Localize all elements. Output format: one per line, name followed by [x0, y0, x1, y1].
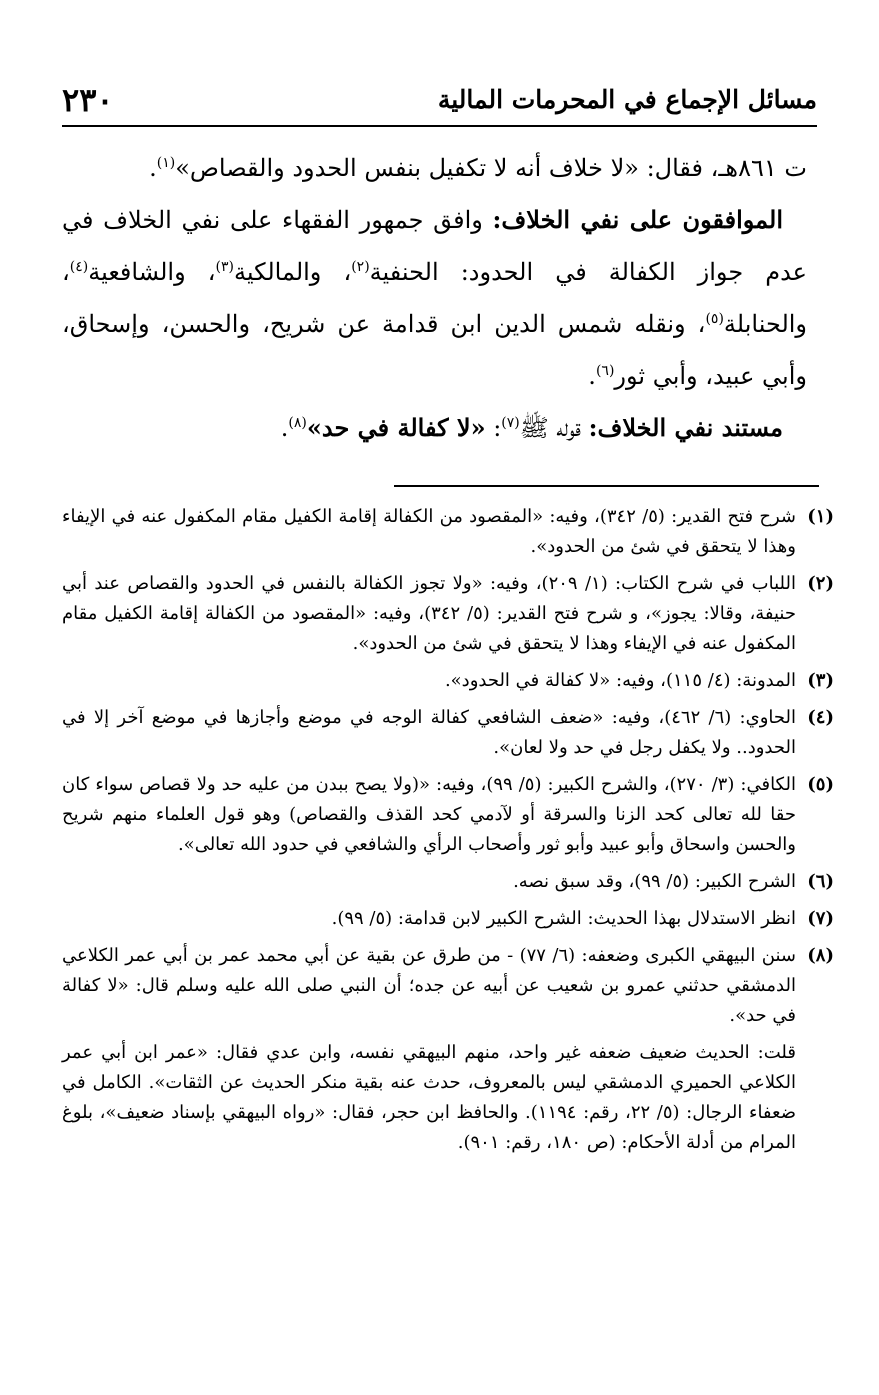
footnote-number: (٦) [807, 871, 834, 892]
footnote-number: (٤) [807, 707, 834, 728]
header-divider [62, 125, 817, 127]
basis-text-1: قوله ﷺ [519, 414, 589, 442]
footnote-ref-6[interactable]: (٦) [595, 363, 615, 379]
agreement-text-3: ، والشافعية [88, 258, 216, 286]
footnote-text: المدونة: (٤/ ١١٥)، وفيه: «لا كفالة في الحدود». [444, 670, 796, 691]
footnote-item [62, 666, 834, 696]
footnote-text: اللباب في شرح الكتاب: (١/ ٢٠٩)، وفيه: «ولا تجوز الكفالة بالنفس في الحدود والقصاص عند أبي حنيفة، وقالا: يجوز»، و شرح فتح القدير: (٥/ ٣٤٢)، وفيه: «المقصود من الكفالة إقامة الكفيل مقام المكفول عنه في الإيفاء وهذا لا يتحقق في شئ من الحدود». [62, 573, 796, 654]
footnote-text: انظر الاستدلال بهذا الحديث: الشرح الكبير لابن قدامة: (٥/ ٩٩). [331, 908, 796, 929]
footnote-number: (٣) [807, 670, 834, 691]
agreement-text-2: ، والمالكية [233, 258, 352, 286]
page-header [62, 80, 817, 120]
footnote-text: شرح فتح القدير: (٥/ ٣٤٢)، وفيه: «المقصود من الكفالة إقامة الكفيل مقام المكفول عنه في الإيفاء وهذا لا يتحقق في شئ من الحدود». [62, 506, 796, 557]
basis-paragraph [62, 402, 807, 454]
footnote-text: الحاوي: (٦/ ٤٦٢)، وفيه: «ضعف الشافعي كفالة الوجه في موضع وأجازها في موضع آخر إلا في الحدود.. ولا يكفل رجل في حد ولا لعان». [62, 707, 796, 758]
basis-text-3: . [280, 414, 289, 442]
page-number: ٢٣٠ [62, 81, 114, 119]
footnote-item [62, 502, 834, 562]
footnote-number: (٨) [807, 945, 834, 966]
agreement-paragraph [62, 194, 807, 402]
main-paragraph-1 [62, 142, 807, 194]
footnote-item [62, 569, 834, 659]
footnote-item [62, 904, 834, 934]
footnote-ref-3[interactable]: (٣) [215, 259, 234, 275]
running-title: مسائل الإجماع في المحرمات المالية [437, 85, 817, 114]
footnote-number: (٢) [807, 573, 834, 594]
footnote-text: سنن البيهقي الكبرى وضعفه: (٦/ ٧٧) - من طرق عن بقية عن أبي محمد عمر بن أبي عمر الكلاعي الدمشقي حدثني عمرو بن شعيب عن أبيه عن جده؛ أن النبي صلى الله عليه وسلم قال: «لا كفالة في حد». [62, 945, 796, 1026]
agreement-text-4: ، والحنابلة [62, 258, 808, 338]
hadith-quote: «لا كفالة في حد» [306, 413, 486, 442]
footnote-text: الشرح الكبير: (٥/ ٩٩)، وقد سبق نصه. [513, 871, 796, 892]
footnote-divider [394, 485, 819, 487]
footnote-number: (٥) [807, 774, 834, 795]
main-line-1-text: ت ٨٦١هـ، فقال: «لا خلاف أنه لا تكفيل بنفس الحدود والقصاص» [175, 154, 807, 182]
agreement-heading: الموافقون على نفي الخلاف: [492, 205, 783, 234]
basis-text-2: : [485, 414, 502, 442]
footnotes-section [62, 502, 834, 1158]
footnote-ref-2[interactable]: (٢) [351, 259, 370, 275]
agreement-text-6: . [588, 362, 596, 390]
main-text [62, 142, 807, 454]
footnote-item [62, 941, 834, 1031]
footnote-item [62, 770, 834, 860]
main-line-1-end: . [149, 154, 157, 182]
footnote-ref-4[interactable]: (٤) [69, 259, 89, 275]
footnote-number: (١) [807, 506, 834, 527]
footnote-ref-7[interactable]: (٧) [501, 415, 520, 431]
footnote-item [62, 867, 834, 897]
footnote-ref-8[interactable]: (٨) [288, 415, 307, 431]
agreement-text-5: ، ونقله شمس الدين ابن قدامة عن شريح، والحسن، وإسحاق، وأبي عبيد، وأبي ثور [62, 310, 807, 390]
basis-heading: مستند نفي الخلاف: [588, 413, 783, 442]
footnote-item [62, 703, 834, 763]
footnote-text: الكافي: (٣/ ٢٧٠)، والشرح الكبير: (٥/ ٩٩)، وفيه: «(ولا يصح ببدن من عليه حد ولا قصاص سواء كان حقا لله تعالى كحد الزنا والسرقة أو لآدمي كحد القذف والقصاص) وهو قول العلماء منهم شريح والحسن واسحاق وأبو عبيد وأبو ثور وأصحاب الرأي والشافعي في حدود الله تعالى». [62, 774, 796, 855]
agreement-text-1: وافق جمهور الفقهاء على نفي الخلاف في عدم جواز الكفالة في الحدود: الحنفية [62, 206, 808, 286]
footnote-number: (٧) [807, 908, 834, 929]
footnote-ref-5[interactable]: (٥) [705, 311, 724, 327]
footnote-comment: قلت: الحديث ضعيف ضعفه غير واحد، منهم البيهقي نفسه، وابن عدي فقال: «عمر ابن أبي عمر الكلاعي الحميري الدمشقي ليس بالمعروف، حدث عنه بقية منكر الحديث عن الثقات». الكامل في ضعفاء الرجال: (٥/ ٢٢، رقم: ١١٩٤). والحافظ ابن حجر، فقال: «رواه البيهقي بإسناد ضعيف»، بلوغ المرام من أدلة الأحكام: (ص ١٨٠، رقم: ٩٠١). [62, 1042, 796, 1153]
footnote-ref-1[interactable]: (١) [156, 155, 176, 171]
